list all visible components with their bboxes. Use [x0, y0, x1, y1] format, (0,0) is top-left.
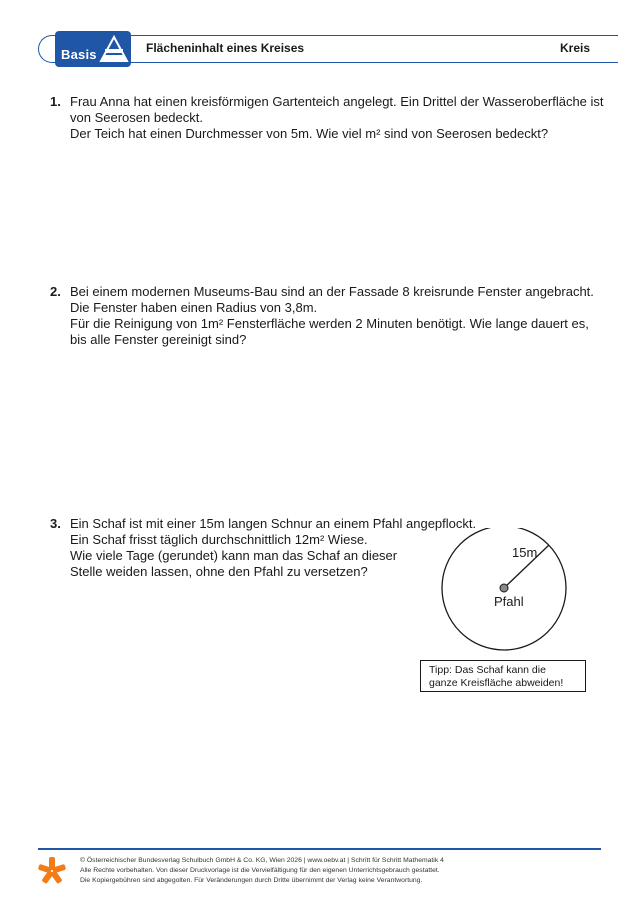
- footer-line: Die Kopiergebühren sind abgegolten. Für Veränderungen durch Dritte übernimmt der Verlag keine Verantwortung.: [80, 877, 423, 884]
- tip-line: ganze Kreisfläche abweiden!: [429, 677, 564, 689]
- exercise-line: Für die Reinigung von 1m² Fensterfläche werden 2 Minuten benötigt. Wie lange dauert es,: [70, 316, 589, 331]
- exercise-line: von Seerosen bedeckt.: [70, 110, 203, 125]
- exercise-line: Ein Schaf ist mit einer 15m langen Schnur an einem Pfahl angepflockt.: [70, 516, 477, 531]
- exercise-line: Ein Schaf frisst täglich durchschnittlich 12m² Wiese.: [70, 532, 368, 547]
- tip-box: [420, 660, 586, 692]
- exercise-line: Wie viele Tage (gerundet) kann man das Schaf an dieser: [70, 548, 398, 563]
- radius-label: 15m: [512, 545, 538, 560]
- exercise-line: Die Fenster haben einen Radius von 3,8m.: [70, 300, 318, 315]
- exercise-line: Bei einem modernen Museums-Bau sind an der Fassade 8 kreisrunde Fenster angebracht.: [70, 284, 594, 299]
- circle-diagram: [438, 528, 574, 658]
- chapter-label: Kreis: [560, 41, 591, 55]
- exercise-1-number: 1.: [50, 94, 61, 109]
- footer-divider: [38, 848, 601, 850]
- footer-line: © Österreichischer Bundesverlag Schulbuch GmbH & Co. KG, Wien 2026 | www.oebv.at | Schritt für Schritt Mathematik 4: [80, 857, 444, 864]
- level-triangle-icon: [99, 35, 129, 63]
- exercise-3-number: 3.: [50, 516, 61, 531]
- exercise-1-text: [70, 94, 604, 142]
- page-title: Flächeninhalt eines Kreises: [146, 41, 305, 55]
- publisher-logo-icon: [38, 856, 66, 886]
- exercise-2-number: 2.: [50, 284, 61, 299]
- exercise-3-text: [70, 516, 476, 580]
- exercise-line: bis alle Fenster gereinigt sind?: [70, 332, 247, 347]
- basis-badge: [55, 31, 131, 67]
- exercise-2-text: [70, 284, 594, 348]
- tip-line: Tipp: Das Schaf kann die: [429, 664, 546, 676]
- exercise-line: Frau Anna hat einen kreisförmigen Gartenteich angelegt. Ein Drittel der Wasseroberfläche ist: [70, 94, 604, 109]
- stake-point: [500, 584, 508, 592]
- exercise-line: Der Teich hat einen Durchmesser von 5m. Wie viel m² sind von Seerosen bedeckt?: [70, 126, 549, 141]
- exercise-line: Stelle weiden lassen, ohne den Pfahl zu versetzen?: [70, 564, 368, 579]
- stake-label: Pfahl: [494, 594, 524, 609]
- basis-label: Basis: [61, 47, 97, 62]
- footer-copyright: [80, 856, 444, 886]
- footer-line: Alle Rechte vorbehalten. Von dieser Druckvorlage ist die Vervielfältigung für den eigenen Unterrichtsgebrauch gestattet.: [80, 867, 440, 874]
